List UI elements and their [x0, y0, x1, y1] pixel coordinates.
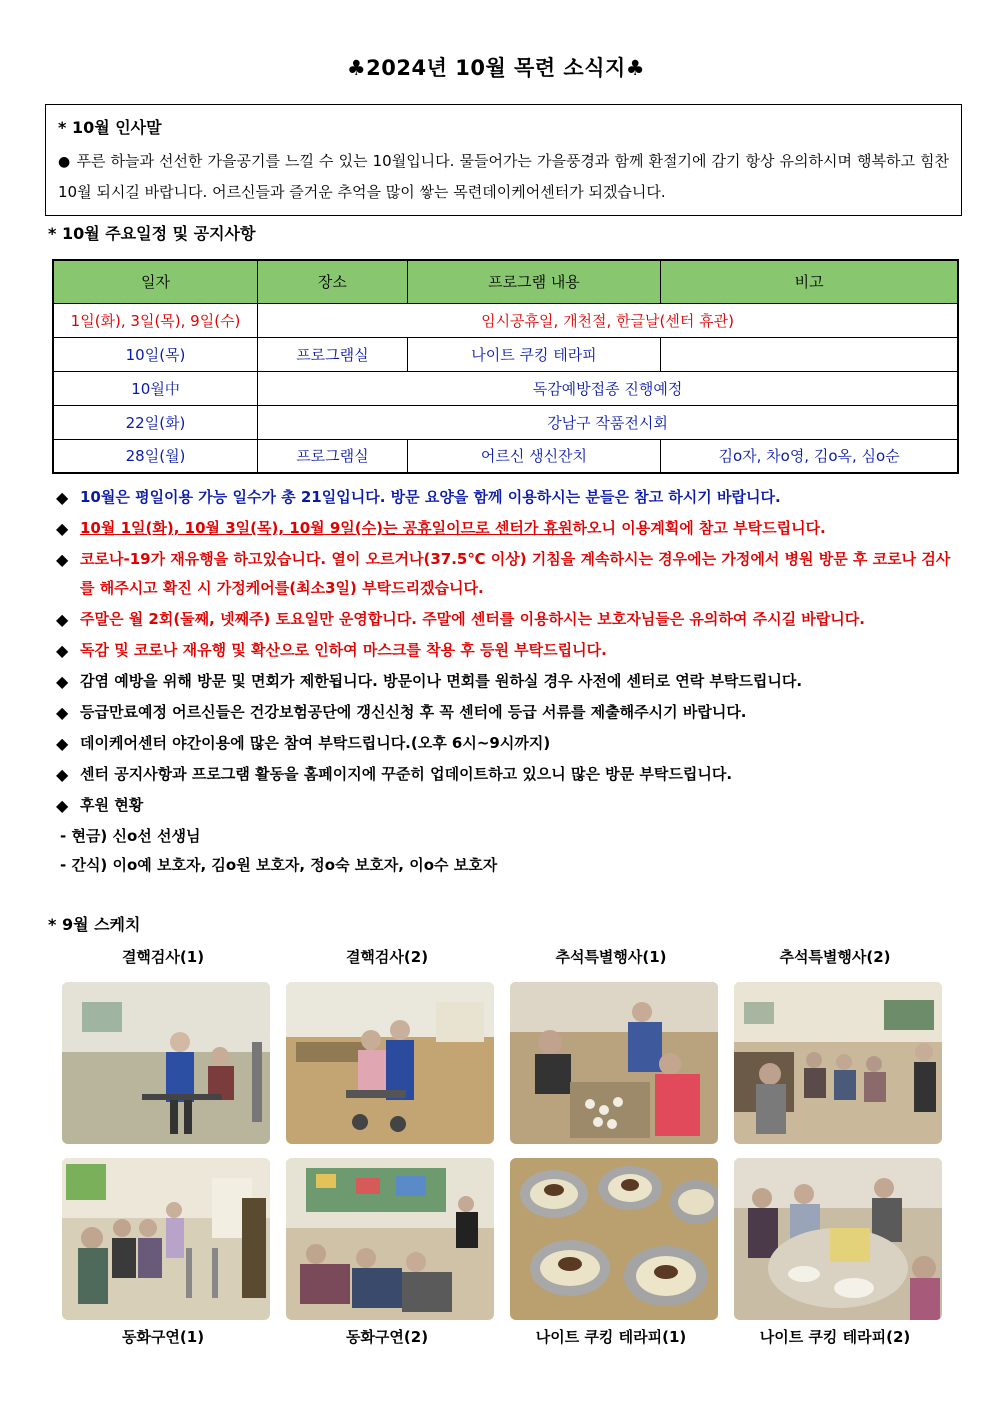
diamond-icon: ◆ [56, 488, 69, 507]
diamond-icon: ◆ [56, 796, 69, 815]
header-date: 일자 [53, 260, 258, 303]
photo-tb-test-1 [62, 982, 270, 1144]
row-date: 22일(화) [53, 405, 258, 439]
row-date: 10월中 [53, 371, 258, 405]
photo-caption: 결핵검사(1) [121, 948, 205, 966]
notice-text: 하오니 이용계획에 참고 부탁드립니다. [572, 519, 826, 537]
notice-text: 센터 공지사항과 프로그램 활동을 홈페이지에 꾸준히 업데이트하고 있으니 많은 방문 부탁드립니다. [80, 765, 733, 783]
notice-item [56, 667, 956, 696]
greeting-text-block [58, 146, 949, 207]
schedule-heading: * 10월 주요일정 및 공지사항 [48, 224, 256, 243]
donation-cash: - 현금) 신o선 선생님 [60, 827, 201, 845]
photo-image [510, 982, 718, 1144]
photo-caption: 나이트 쿠킹 테라피(1) [535, 1328, 687, 1346]
row-program: 어르신 생신잔치 [407, 439, 660, 473]
photo-caption: 동화구연(1) [121, 1328, 205, 1346]
notice-text: 감염 예방을 위해 방문 및 면회가 제한됩니다. 방문이나 면회를 원하실 경우 사전에 센터로 연락 부탁드립니다. [80, 672, 803, 690]
notice-item [56, 760, 956, 789]
photo-image [734, 1158, 942, 1320]
diamond-icon: ◆ [56, 765, 69, 784]
photo-tb-test-2 [286, 982, 494, 1144]
notice-item [56, 791, 956, 820]
schedule-table [52, 259, 959, 474]
notice-item [56, 636, 956, 665]
photo-cooking-2 [734, 1158, 942, 1320]
photo-caption: 결핵검사(2) [345, 948, 429, 966]
table-row [53, 337, 958, 371]
diamond-icon: ◆ [56, 672, 69, 691]
notice-item [56, 605, 956, 634]
greeting-text: 푸른 하늘과 선선한 가을공기를 느낄 수 있는 10월입니다. 물들어가는 가을풍경과 함께 환절기에 감기 항상 유의하시며 행복하고 힘찬 10월 되시길 바랍니다. 어르신들과 즐거운 추억을 많이 쌓는 목련데이케어센터가 되겠습니다. [58, 152, 950, 201]
header-note: 비고 [661, 260, 958, 303]
greeting-box [45, 104, 962, 216]
photo-storytelling-1 [62, 1158, 270, 1320]
table-row [53, 405, 958, 439]
row-date: 1일(화), 3일(목), 9일(수) [53, 303, 258, 337]
row-date: 28일(월) [53, 439, 258, 473]
notice-item [56, 698, 956, 727]
table-row [53, 371, 958, 405]
photo-cooking-1 [510, 1158, 718, 1320]
photo-image [62, 1158, 270, 1320]
notice-text: 주말은 월 2회(둘째, 넷째주) 토요일만 운영합니다. 주말에 센터를 이용하시는 보호자님들은 유의하여 주시길 바랍니다. [80, 610, 865, 628]
row-date: 10일(목) [53, 337, 258, 371]
header-program: 프로그램 내용 [407, 260, 660, 303]
header-place: 장소 [258, 260, 408, 303]
photo-chuseok-2 [734, 982, 942, 1144]
notice-list [56, 483, 956, 880]
row-merged: 독감예방접종 진행예정 [258, 371, 958, 405]
notice-text: 후원 현황 [80, 796, 144, 814]
row-note [661, 337, 958, 371]
row-place: 프로그램실 [258, 337, 408, 371]
photo-caption: 추석특별행사(1) [555, 948, 667, 966]
diamond-icon: ◆ [56, 610, 69, 629]
sketch-heading: * 9월 스케치 [48, 915, 141, 934]
table-row [53, 439, 958, 473]
row-program: 나이트 쿠킹 테라피 [407, 337, 660, 371]
photo-image [734, 982, 942, 1144]
notice-item [56, 729, 956, 758]
notice-text: 코로나-19가 재유행을 하고있습니다. 열이 오르거나(37.5℃ 이상) 기침을 계속하시는 경우에는 가정에서 병원 방문 후 코로나 검사를 해주시고 확진 시 가정케어를(최소3일) 부탁드리겠습니다. [80, 550, 951, 597]
row-merged: 임시공휴일, 개천절, 한글날(센터 휴관) [258, 303, 958, 337]
notice-text: 데이케어센터 야간이용에 많은 참여 부탁드립니다.(오후 6시~9시까지) [80, 734, 551, 752]
notice-text: 독감 및 코로나 재유행 및 확산으로 인하여 마스크를 착용 후 등원 부탁드립니다. [80, 641, 607, 659]
bullet-icon: ● [58, 154, 71, 170]
diamond-icon: ◆ [56, 550, 69, 569]
photo-image [62, 982, 270, 1144]
photo-image [286, 1158, 494, 1320]
notice-text: 등급만료예정 어르신들은 건강보험공단에 갱신신청 후 꼭 센터에 등급 서류를 제출해주시기 바랍니다. [80, 703, 747, 721]
table-row [53, 303, 958, 337]
greeting-heading: * 10월 인사말 [58, 118, 162, 137]
diamond-icon: ◆ [56, 734, 69, 753]
row-note: 김o자, 차o영, 김o옥, 심o순 [661, 439, 958, 473]
donation-snack: - 간식) 이o예 보호자, 김o원 보호자, 정o숙 보호자, 이o수 보호자 [60, 856, 498, 874]
photo-caption: 나이트 쿠킹 테라피(2) [759, 1328, 911, 1346]
newsletter-title: ♣2024년 10월 목련 소식지♣ [346, 56, 646, 80]
photo-caption: 동화구연(2) [345, 1328, 429, 1346]
diamond-icon: ◆ [56, 519, 69, 538]
photo-image [286, 982, 494, 1144]
photo-storytelling-2 [286, 1158, 494, 1320]
photo-caption: 추석특별행사(2) [779, 948, 891, 966]
table-header-row [53, 260, 958, 303]
diamond-icon: ◆ [56, 703, 69, 722]
photo-chuseok-1 [510, 982, 718, 1144]
notice-item [56, 545, 956, 603]
photo-image [510, 1158, 718, 1320]
notice-item [56, 514, 956, 543]
diamond-icon: ◆ [56, 641, 69, 660]
row-merged: 강남구 작품전시회 [258, 405, 958, 439]
notice-text-underlined: 10월 1일(화), 10월 3일(목), 10월 9일(수)는 공휴일이므로 센터가 휴원 [80, 519, 573, 537]
row-place: 프로그램실 [258, 439, 408, 473]
notice-text: 10월은 평일이용 가능 일수가 총 21일입니다. 방문 요양을 함께 이용하시는 분들은 참고 하시기 바랍니다. [80, 488, 781, 506]
notice-item [56, 483, 956, 512]
